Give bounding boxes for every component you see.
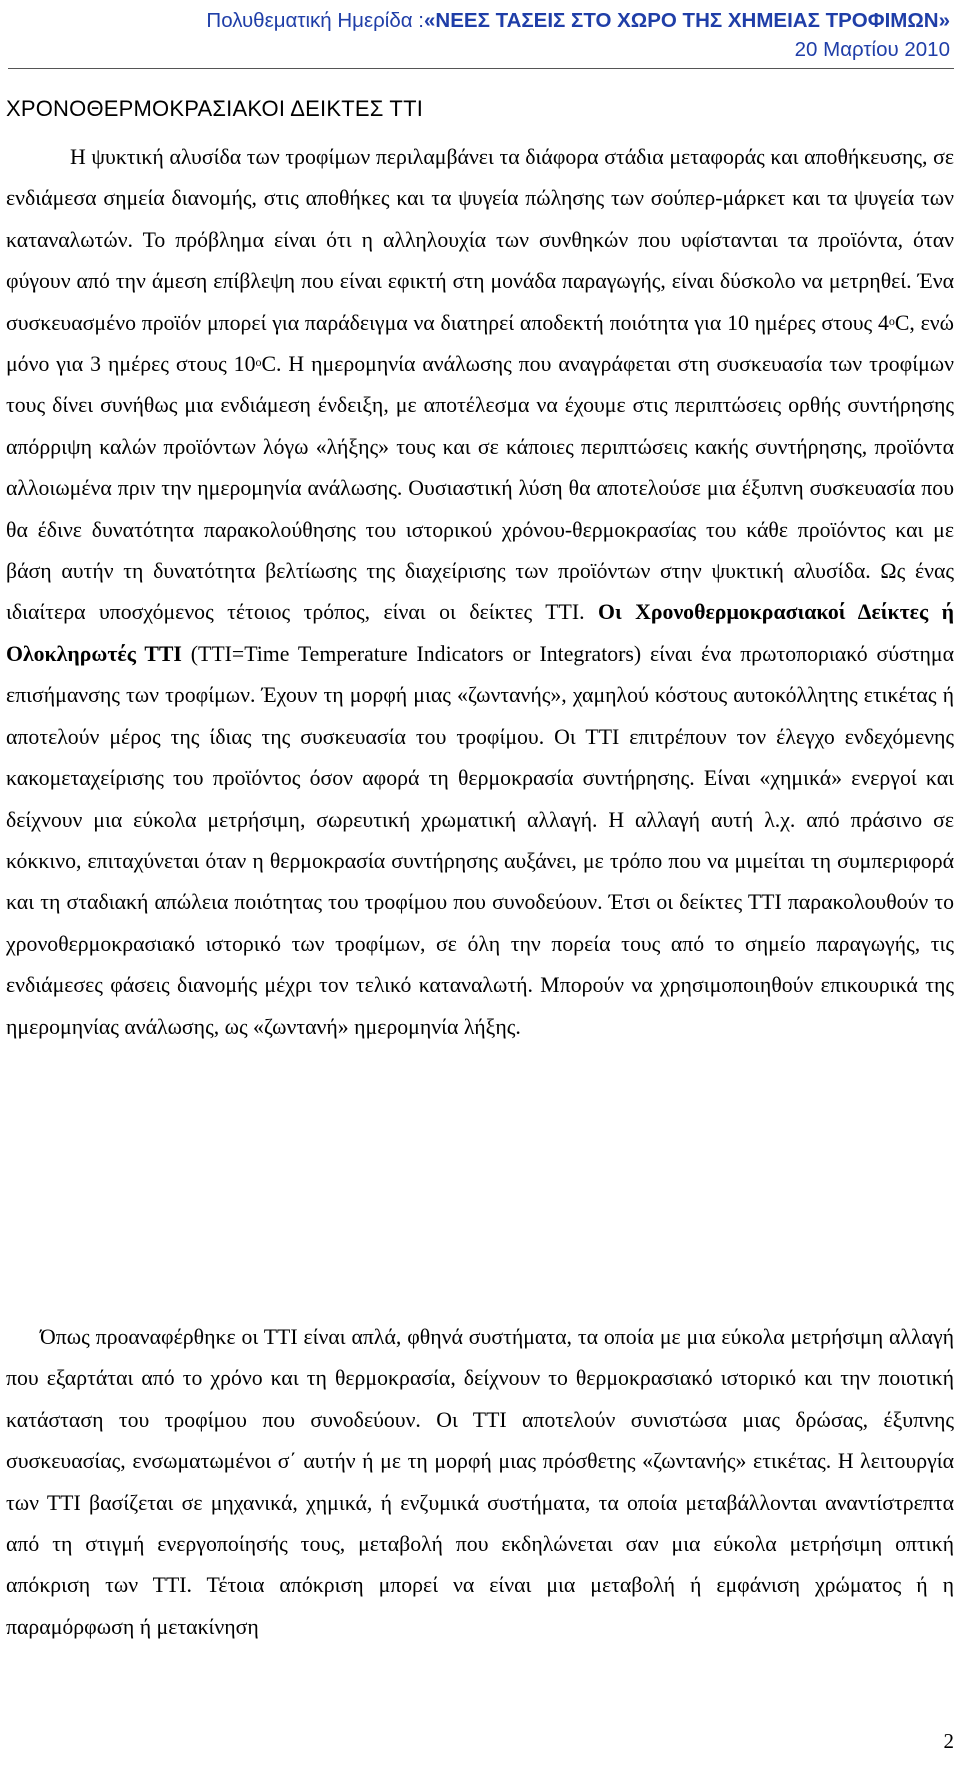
paragraph-1 bbox=[6, 137, 954, 1048]
page-header bbox=[10, 6, 950, 64]
p2-text: Όπως προαναφέρθηκε οι ΤΤΙ είναι απλά, φθηνά συστήματα, τα οποία με μια εύκολα μετρήσιμη αλλαγή που εξαρτάται από το χρόνο και τη θερμοκρασία, δείχνουν το θερμοκρασιακό ιστορικό και την ποιοτική κατάσταση του τροφίμου που συνοδεύουν. Οι ΤΤΙ αποτελούν συνιστώσα μιας δρώσας, έξυπνης συσκευασίας, ενσωματωμένοι σ΄ αυτήν ή με τη μορφή μιας πρόσθετης «ζωντανής» ετικέτας. Η λειτουργία των ΤΤΙ βασίζεται σε μηχανικά, χημικά, ή ενζυμικά συστήματα, τα οποία μεταβάλλονται αναντίστρεπτα από τη στιγμή ενεργοποίησής τους, μεταβολή που εκδηλώνεται σαν μια εύκολα μετρήσιμη οπτική απόκριση των ΤΤΙ. Τέτοια απόκριση μπορεί να είναι μια μεταβολή ή εμφάνιση χρώματος ή η παραμόρφωση ή μετακίνηση bbox=[6, 1325, 954, 1639]
degree-sign: o bbox=[888, 313, 895, 328]
p1-bold-term: Οι Χρονοθερμοκρασιακοί Δείκτες ή Ολοκληρωτές ΤΤΙ bbox=[6, 600, 954, 666]
page-number: 2 bbox=[943, 1729, 954, 1753]
p1-sentence-3: C. Η ημερομηνία ανάλωσης που αναγράφεται στη συσκευασία των τροφίμων τους δίνει συνήθως μια ενδιάμεση ένδειξη, με αποτέλεσμα να έχουμε στις περιπτώσεις ορθής συντήρησης απόρριψη καλών προϊόντων λόγω «λήξης» τους και σε κάποιες περιπτώσεις κακής συντήρησης, προϊόντα αλλοιωμένα πριν την ημερομηνία ανάλωσης. Ουσιαστική λύση θα αποτελούσε μια έξυπνη συσκευασία που θα έδινε δυνατότητα παρακολούθησης του ιστορικού χρόνου-θερμοκρασίας του κάθε προϊόντος και με βάση αυτήν τη δυνατότητα βελτίωσης της διαχείρισης των προϊόντων στην ψυκτική αλυσίδα. Ως ένας ιδιαίτερα υποσχόμενος τέτοιος τρόπος, είναι οι δείκτες ΤΤΙ. bbox=[6, 352, 954, 625]
p1-sentence-1: Η ψυκτική αλυσίδα των τροφίμων περιλαμβάνει τα διάφορα στάδια μεταφοράς και αποθήκευσης, σε ενδιάμεσα σημεία διανομής, στις αποθήκες και τα ψυγεία πώλησης των σούπερ-μάρκετ και τα ψυγεία των καταναλωτών. Το πρόβλημα είναι ότι η αλληλουχία των συνθηκών που υφίστανται τα προϊόντα, όταν φύγουν από την άμεση επίβλεψη που είναι εφικτή στη μονάδα παραγωγής, είναι δύσκολο να μετρηθεί. Ένα συσκευασμένο προϊόν μπορεί για παράδειγμα να διατηρεί αποδεκτή ποιότητα για 10 ημέρες στους 4 bbox=[6, 145, 954, 335]
section-heading: ΧΡΟΝΟΘΕΡΜΟΚΡΑΣΙΑΚΟΙ ΔΕΙΚΤΕΣ ΤΤΙ bbox=[6, 96, 424, 121]
header-event-line bbox=[10, 6, 950, 35]
p1-sentence-4: (TTI=Time Temperature Indicators or Integrators) είναι ένα πρωτοποριακό σύστημα επισήμανσης των τροφίμων. Έχουν τη μορφή μιας «ζωντανής», χαμηλού κόστους αυτοκόλλητης ετικέτας ή αποτελούν μέρος της ίδιας της συσκευασία του τροφίμου. Οι ΤΤΙ επιτρέπουν τον έλεγχο ενδεχόμενης κακομεταχείρισης του προϊόντος όσον αφορά τη θερμοκρασία συντήρησης. Είναι «χημικά» ενεργοί και δείχνουν μια εύκολα μετρήσιμη, σωρευτική χρωματική αλλαγή. Η αλλαγή αυτή λ.χ. από πράσινο σε κόκκινο, επιταχύνεται όταν η θερμοκρασία συντήρησης αυξάνει, με τρόπο που να μιμείται τη συμπεριφορά και τη σταδιακή απώλεια ποιότητας του τροφίμου που συνοδεύουν. Έτσι οι δείκτες ΤΤΙ παρακολουθούν το χρονοθερμοκρασιακό ιστορικό των τροφίμων, σε όλη την πορεία τους από το σημείο παραγωγής, τις ενδιάμεσες φάσεις διανομής μέχρι τον τελικό καταναλωτή. Μπορούν να χρησιμοποιηθούν επικουρικά της ημερομηνίας ανάλωσης, ως «ζωντανή» ημερομηνία λήξης. bbox=[6, 641, 955, 1039]
header-title: «ΝΕΕΣ ΤΑΣΕΙΣ ΣΤΟ ΧΩΡΟ ΤΗΣ ΧΗΜΕΙΑΣ ΤΡΟΦΙΜΩΝ» bbox=[424, 9, 950, 32]
degree-sign: o bbox=[255, 355, 262, 370]
header-divider bbox=[8, 68, 954, 69]
p1-sentence-2: C, ενώ μόνο για 3 ημέρες στους 10 bbox=[6, 310, 954, 377]
header-date: 20 Μαρτίου 2010 bbox=[794, 38, 950, 61]
header-lead: Πολυθεματική Ημερίδα : bbox=[206, 9, 425, 32]
paragraph-2 bbox=[6, 1317, 954, 1648]
